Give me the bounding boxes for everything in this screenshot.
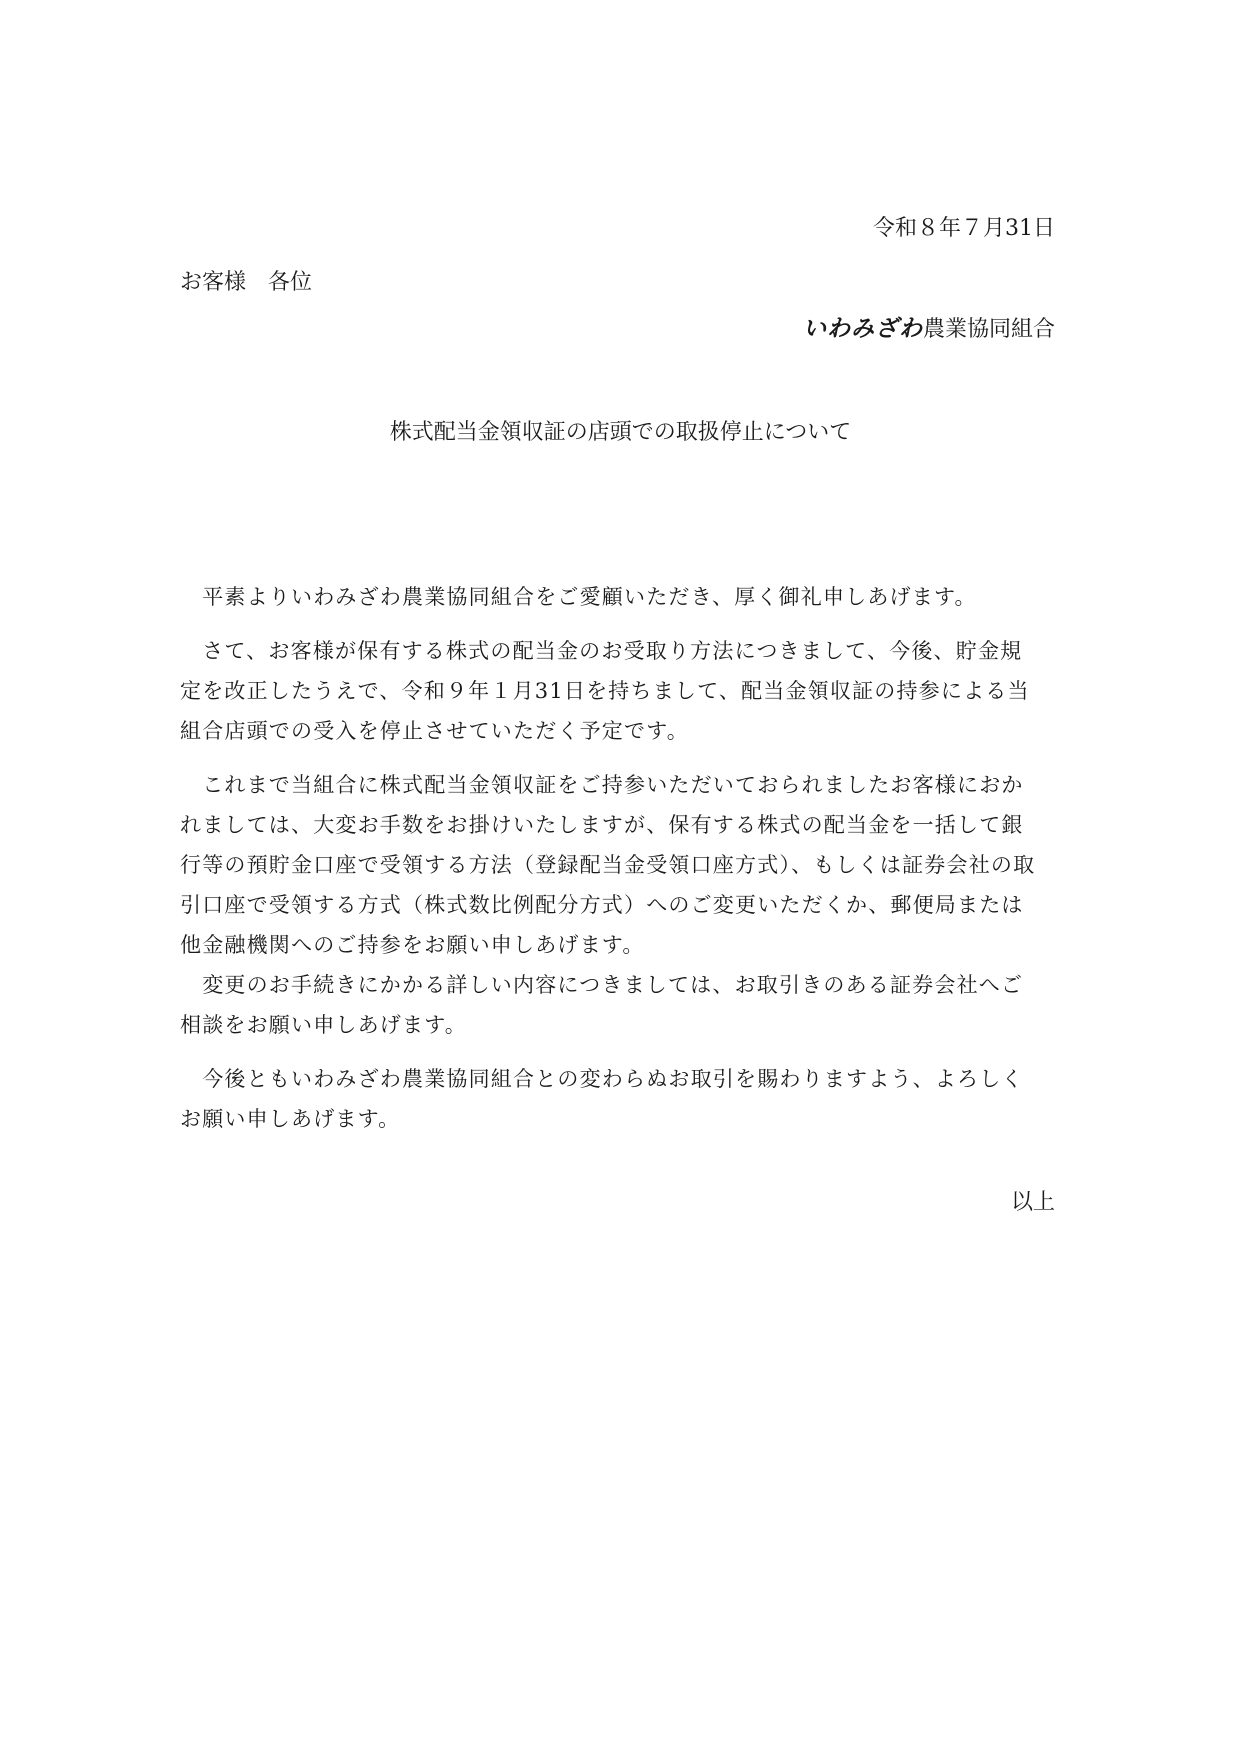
sender-name: 農業協同組合 <box>922 317 1055 342</box>
body-line: 相談をお願い申しあげます。 <box>180 1013 467 1037</box>
body-line: 変更のお手続きにかかる詳しい内容につきましては、お取引きのある証券会社へご <box>202 973 1024 997</box>
body-line: 引口座で受領する方式（株式数比例配分方式）へのご変更いただくか、郵便局または <box>180 893 1024 917</box>
document-date: 令和８年７月31日 <box>873 216 1055 241</box>
closing-word: 以上 <box>1010 1190 1055 1215</box>
document-title: 株式配当金領収証の店頭での取扱停止について <box>389 420 852 445</box>
body-line: 定を改正したうえで、令和９年１月31日を持ちまして、配当金領収証の持参による当 <box>180 679 1030 703</box>
body-line: 今後ともいわみざわ農業協同組合との変わらぬお取引を賜わりますよう、よろしく <box>202 1067 1024 1091</box>
body-line: これまで当組合に株式配当金領収証をご持参いただいておられましたお客様におか <box>202 773 1024 797</box>
addressee: お客様 各位 <box>180 270 313 295</box>
body-line: 平素よりいわみざわ農業協同組合をご愛顧いただき、厚く御礼申しあげます。 <box>202 585 977 609</box>
body-line: 他金融機関へのご持参をお願い申しあげます。 <box>180 933 645 957</box>
sender <box>803 313 1055 346</box>
body-line: れましては、大変お手数をお掛けいたしますが、保有する株式の配当金を一括して銀 <box>180 813 1024 837</box>
sender-logo: いわみざわ <box>802 316 923 342</box>
body-line: お願い申しあげます。 <box>180 1107 401 1131</box>
document-body <box>180 577 1060 1139</box>
body-line: さて、お客様が保有する株式の配当金のお受取り方法につきまして、今後、貯金規 <box>202 639 1023 663</box>
body-line: 行等の預貯金口座で受領する方法（登録配当金受領口座方式）、もしくは証券会社の取 <box>180 853 1036 877</box>
body-line: 組合店頭での受入を停止させていただく予定です。 <box>180 719 689 743</box>
